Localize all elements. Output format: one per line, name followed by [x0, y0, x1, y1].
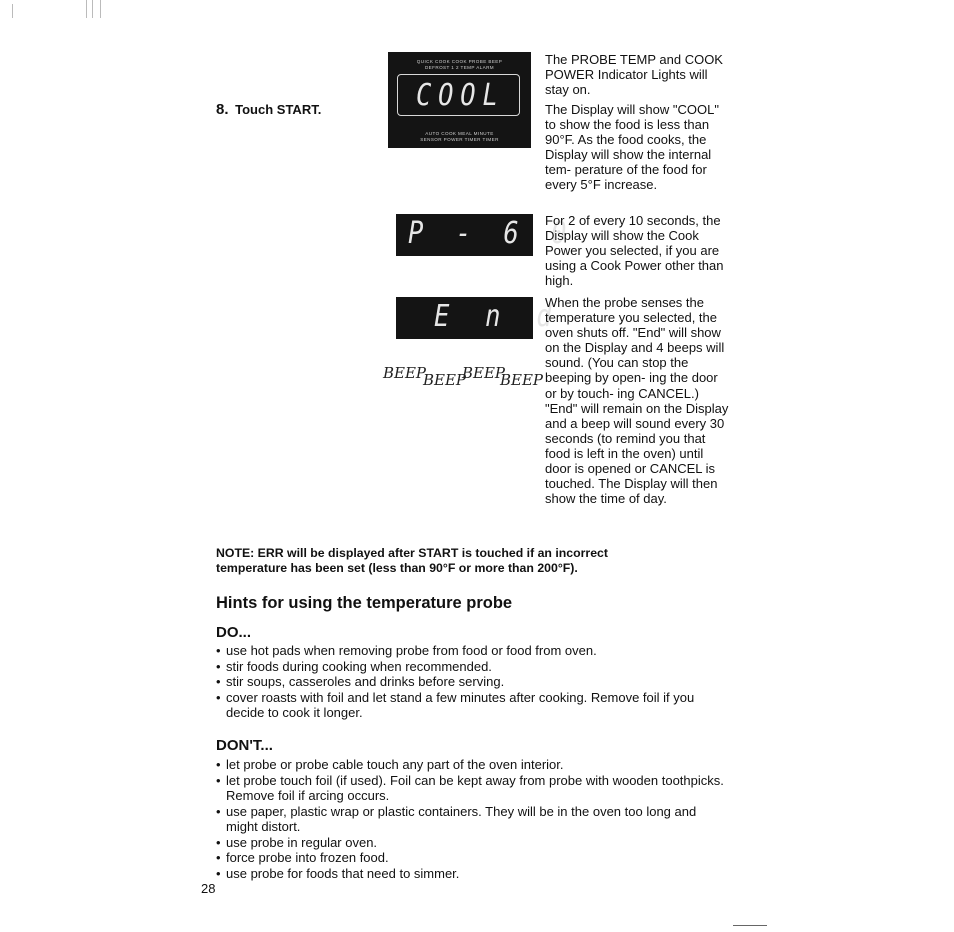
- dont-list: [216, 757, 736, 881]
- list-item: • let probe or probe cable touch any part of the oven interior.: [216, 757, 736, 773]
- scan-mark: [12, 4, 13, 18]
- footer-rule: [733, 925, 767, 926]
- scan-mark: [100, 0, 101, 18]
- paragraph-cool-display: The Display will show "COOL" to show the food is less than 90°F. As the food cooks, the Display will show the internal tem- perature of the food for every 5°F increase.: [545, 102, 719, 193]
- step-number: 8.: [216, 101, 229, 118]
- display-screen: [397, 74, 520, 116]
- panel-top-labels-2: DEFROST 1 2 TEMP ALARM: [424, 65, 495, 70]
- list-item: • force probe into frozen food.: [216, 850, 736, 866]
- note-err: NOTE: ERR will be displayed after START is touched if an incorrect temperature has been set (less than 90°F or more than 200°F).: [216, 546, 608, 575]
- scan-mark: [92, 0, 93, 18]
- panel-bottom-labels: AUTO COOK MEAL MINUTE: [425, 131, 494, 136]
- display-panel-power: [396, 214, 575, 256]
- paragraph-end-display: When the probe senses the temperature you selected, the oven shuts off. "End" will show on the Display and 4 beeps will sound. (You can stop the beeping by open- ing the door or by touch- ing CANCEL.) "End" will remain on the Display and a beep will sound every 30 seconds (to remind you that food is left in the oven) until door is opened or CANCEL is touched. The Display will then show the time of day.: [545, 295, 729, 507]
- list-item: • stir soups, casseroles and drinks before serving.: [216, 674, 736, 690]
- display-readout-end: E n d: [434, 299, 562, 334]
- list-item: • use hot pads when removing probe from food or food from oven.: [216, 643, 736, 659]
- step-text: Touch START.: [235, 102, 322, 117]
- list-item: • let probe touch foil (if used). Foil can be kept away from probe with wooden toothpicks. Remove foil if arcing occurs.: [216, 773, 736, 804]
- panel-top-labels: QUICK COOK COOK PROBE BEEP: [416, 59, 503, 64]
- list-item: • stir foods during cooking when recommended.: [216, 659, 736, 675]
- panel-bottom-labels-2: SENSOR POWER TIMER TIMER: [420, 137, 499, 142]
- beep-text: BEEP: [500, 371, 544, 389]
- do-list: [216, 643, 736, 721]
- display-panel-cool: [388, 52, 531, 148]
- list-item: • use paper, plastic wrap or plastic containers. They will be in the oven too long and might distort.: [216, 804, 721, 835]
- display-panel-end: [396, 297, 562, 339]
- page-number: 28: [201, 881, 216, 896]
- scan-mark: [86, 0, 87, 18]
- list-item: • cover roasts with foil and let stand a few minutes after cooking. Remove foil if you decide to cook it longer.: [216, 690, 696, 721]
- hints-title: Hints for using the temperature probe: [216, 594, 513, 612]
- display-readout-power: P - 6 0: [408, 216, 575, 251]
- list-item: • use probe for foods that need to simmer.: [216, 866, 736, 882]
- paragraph-indicator-lights: The PROBE TEMP and COOK POWER Indicator Lights will stay on.: [545, 52, 723, 98]
- display-readout-cool: COOL: [416, 78, 505, 113]
- step-instruction: [216, 101, 321, 118]
- beep-text: BEEP: [423, 371, 467, 389]
- paragraph-cook-power: For 2 of every 10 seconds, the Display will show the Cook Power you selected, if you are using a Cook Power other than high.: [545, 213, 724, 289]
- beep-text: BEEP: [462, 364, 506, 382]
- beep-text: BEEP: [383, 364, 427, 382]
- list-item: • use probe in regular oven.: [216, 835, 736, 851]
- do-heading: DO...: [216, 624, 252, 641]
- dont-heading: DON'T...: [216, 737, 273, 754]
